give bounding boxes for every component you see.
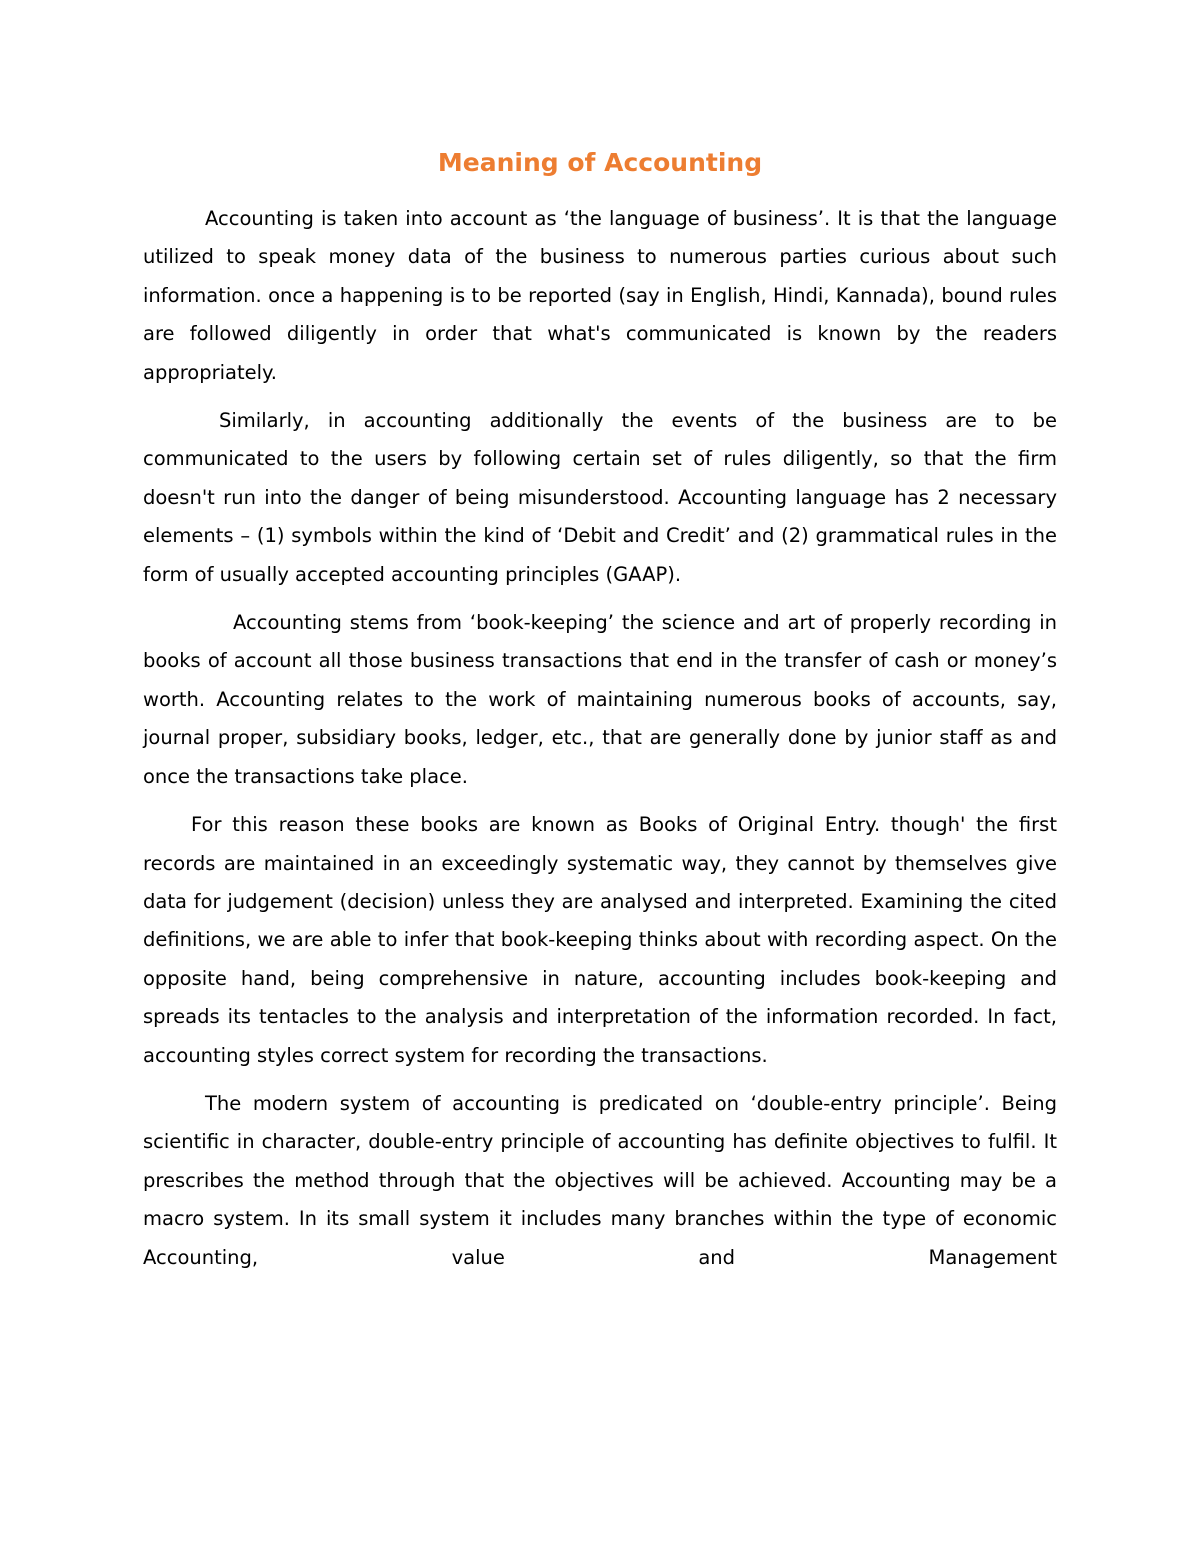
paragraph-4: For this reason these books are known as Books of Original Entry. though' the first records are maintained in an exceedingly systematic way, they cannot by themselves give data for judgement (decision) unless they are analysed and interpreted. Examining the cited definitions, we are able to infer that book-keeping thinks about with recording aspect. On the opposite hand, being comprehensive in nature, accounting includes book-keeping and spreads its tentacles to the analysis and interpretation of the information recorded. In fact, accounting styles correct system for recording the transactions. [143, 813, 1057, 1067]
page-title: Meaning of Accounting [437, 148, 763, 177]
paragraph-5: The modern system of accounting is predicated on ‘double-entry principle’. Being scientific in character, double-entry principle of accounting has definite objectives to fulfil. It prescribes the method through that the objectives will be achieved. Accounting may be a macro system. In its small system it includes many branches within the type of economic Accounting, value and Management [143, 1091, 1057, 1269]
paragraph-3: Accounting stems from ‘book-keeping’ the science and art of properly recording in books of account all those business transactions that end in the transfer of cash or money’s worth. Accounting relates to the work of maintaining numerous books of accounts, say, journal proper, subsidiary books, ledger, etc., that are generally done by junior staff as and once the transactions take place. [143, 611, 1057, 788]
document-body [143, 200, 1057, 1287]
paragraph-2: Similarly, in accounting additionally the events of the business are to be communicated to the users by following certain set of rules diligently, so that the firm doesn't run into the danger of being misunderstood. Accounting language has 2 necessary elements – (1) symbols within the kind of ‘Debit and Credit’ and (2) grammatical rules in the form of usually accepted accounting principles (GAAP). [143, 409, 1057, 586]
paragraph-1: Accounting is taken into account as ‘the language of business’. It is that the language utilized to speak money data of the business to numerous parties curious about such information. once a happening is to be reported (say in English, Hindi, Kannada), bound rules are followed diligently in order that what's communicated is known by the readers appropriately. [143, 207, 1057, 384]
